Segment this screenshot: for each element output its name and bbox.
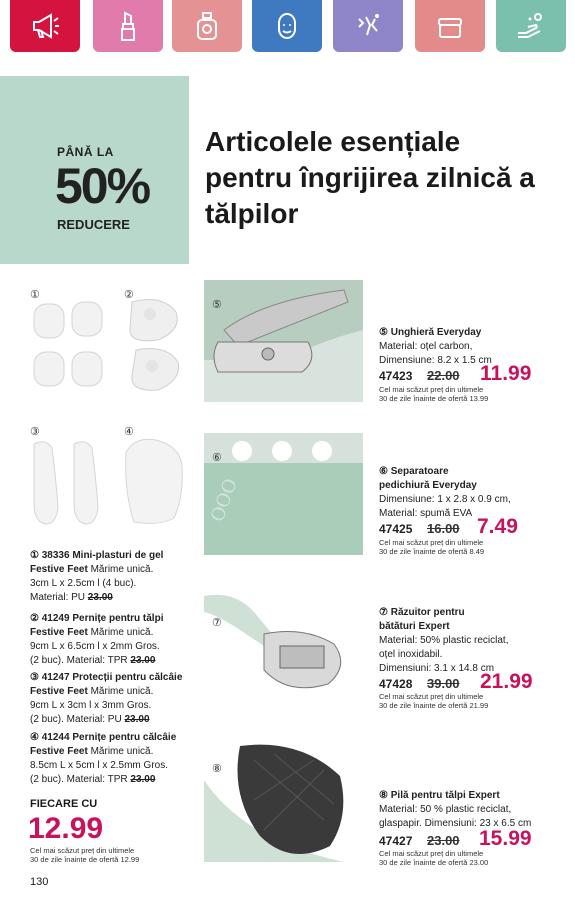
product-4-name: Pernițe pentru călcâie xyxy=(72,732,177,743)
product-3-num: ③ xyxy=(30,672,39,683)
body-care-icon xyxy=(351,9,385,43)
product-4-code: 41244 xyxy=(41,732,70,743)
product-3-code: 41247 xyxy=(41,672,70,683)
product-image-foot-file xyxy=(204,740,363,862)
promo-percent: 50% xyxy=(55,158,150,214)
left-product-1 xyxy=(30,549,200,605)
product-6-note xyxy=(379,538,484,556)
product-4-num: ④ xyxy=(30,732,39,743)
product-7-old-price: 39.00 xyxy=(427,676,460,691)
product-6-title1: ⑥ Separatoare xyxy=(379,466,449,477)
product-1-old-price: 23.00 xyxy=(87,592,113,603)
product-1-num: ① xyxy=(30,550,39,561)
product-image-callus-scraper xyxy=(204,586,363,708)
product-5-title: ⑤ Unghieră Everyday xyxy=(379,327,482,338)
item-number-8: ⑧ xyxy=(212,763,222,775)
tab-body[interactable] xyxy=(333,0,403,52)
product-7-desc2: oțel inoxidabil. xyxy=(379,649,443,660)
product-2-size: Mărime unică. xyxy=(90,627,154,638)
product-2-name: Pernițe pentru tălpi xyxy=(72,613,164,624)
right-product-7 xyxy=(379,606,549,676)
product-2-material: (2 buc). Material: TPR xyxy=(30,655,128,666)
page-number: 130 xyxy=(30,876,49,888)
item-number-4: ④ xyxy=(124,426,134,438)
page-title: Articolele esențiale pentru îngrijirea zilnică a tălpilor xyxy=(205,126,535,229)
tab-fragrance[interactable] xyxy=(172,0,242,52)
product-6-note1: Cel mai scăzut preț din ultimele xyxy=(379,538,484,547)
product-2-brand: Festive Feet xyxy=(30,627,88,638)
product-5-price: 11.99 xyxy=(480,362,532,385)
product-2-old-price: 23.00 xyxy=(130,655,156,666)
product-7-price: 21.99 xyxy=(480,670,533,693)
product-image-gel-plasters xyxy=(26,296,116,400)
product-8-code: 47427 xyxy=(379,834,413,848)
product-image-toe-separator xyxy=(204,433,363,555)
product-image-heel-protectors xyxy=(24,434,110,534)
product-7-title1: ⑦ Răzuitor pentru xyxy=(379,607,465,618)
product-3-name: Protecții pentru călcâie xyxy=(72,672,183,683)
right-product-8 xyxy=(379,789,559,831)
product-4-old-price: 23.00 xyxy=(130,774,156,785)
discount-banner xyxy=(0,76,189,264)
item-number-5: ⑤ xyxy=(212,299,222,311)
product-5-note2: 30 de zile înainte de ofertă 13.99 xyxy=(379,394,489,403)
hand-care-icon xyxy=(514,9,548,43)
product-5-code: 47423 xyxy=(379,369,413,383)
product-5-old-price: 22.00 xyxy=(427,368,460,383)
product-8-title: ⑧ Pilă pentru tălpi Expert xyxy=(379,790,500,801)
product-4-dim: 8.5cm L x 5cm l x 2.5mm Gros. xyxy=(30,760,168,771)
product-1-name: Mini-plasturi de gel xyxy=(72,550,164,561)
product-2-dim: 9cm L x 6.5cm l x 2mm Gros. xyxy=(30,641,160,652)
product-8-desc1: Material: 50 % plastic reciclat, xyxy=(379,804,512,815)
product-6-code: 47425 xyxy=(379,522,413,536)
product-7-desc3: Dimensiuni: 3.1 x 14.8 cm xyxy=(379,663,495,674)
right-product-6 xyxy=(379,465,549,521)
product-1-size: Mărime unică. xyxy=(90,564,154,575)
product-3-material: (2 buc). Material: PU xyxy=(30,714,122,725)
product-1-code: 38336 xyxy=(41,550,70,561)
product-image-heel-pads xyxy=(118,432,190,532)
product-3-dim: 9cm L x 3cm l x 3mm Gros. xyxy=(30,700,152,711)
cream-jar-icon xyxy=(433,9,467,43)
product-8-note2: 30 de zile înainte de ofertă 23.00 xyxy=(379,858,489,867)
product-3-brand: Festive Feet xyxy=(30,686,88,697)
tab-makeup[interactable] xyxy=(93,0,163,52)
product-6-note2: 30 de zile înainte de ofertă 8.49 xyxy=(379,547,485,556)
lipstick-icon xyxy=(111,9,145,43)
svg-text:OOO: OOO xyxy=(206,475,242,525)
product-4-size: Mărime unică. xyxy=(90,746,154,757)
left-product-3 xyxy=(30,671,200,727)
item-number-3: ③ xyxy=(30,426,40,438)
product-8-price: 15.99 xyxy=(479,827,532,850)
item-number-7: ⑦ xyxy=(212,617,222,629)
item-number-1: ① xyxy=(30,289,40,301)
perfume-icon xyxy=(190,9,224,43)
product-7-note1: Cel mai scăzut preț din ultimele xyxy=(379,692,484,701)
megaphone-icon xyxy=(28,9,62,43)
product-6-old-price: 16.00 xyxy=(427,521,460,536)
product-8-note xyxy=(379,849,488,867)
product-7-note xyxy=(379,692,488,710)
product-2-num: ② xyxy=(30,613,39,624)
product-6-desc2: Material: spumă EVA xyxy=(379,508,473,519)
product-8-old-price: 23.00 xyxy=(427,833,460,848)
tab-hands[interactable] xyxy=(496,0,566,52)
product-6-desc1: Dimensiune: 1 x 2.8 x 0.9 cm, xyxy=(379,494,511,505)
product-5-note xyxy=(379,385,488,403)
product-7-title2: bătături Expert xyxy=(379,621,450,632)
left-product-2 xyxy=(30,612,200,668)
each-price-label: FIECARE CU xyxy=(30,798,98,810)
product-7-note2: 30 de zile înainte de ofertă 21.99 xyxy=(379,701,489,710)
product-3-size: Mărime unică. xyxy=(90,686,154,697)
product-7-desc1: Material: 50% plastic reciclat, xyxy=(379,635,509,646)
product-5-desc1: Material: oțel carbon, xyxy=(379,341,473,352)
item-number-6: ⑥ xyxy=(212,452,222,464)
product-5-note1: Cel mai scăzut preț din ultimele xyxy=(379,385,484,394)
product-3-old-price: 23.00 xyxy=(124,714,150,725)
product-4-brand: Festive Feet xyxy=(30,746,88,757)
product-7-code: 47428 xyxy=(379,677,413,691)
tab-promotions[interactable] xyxy=(10,0,80,52)
item-number-2: ② xyxy=(124,289,134,301)
promo-discount-label: REDUCERE xyxy=(57,217,130,232)
product-6-price: 7.49 xyxy=(477,515,518,538)
product-1-brand: Festive Feet xyxy=(30,564,88,575)
each-note-line2: 30 de zile înainte de ofertă 12.99 xyxy=(30,855,140,864)
product-image-foot-pads xyxy=(120,292,186,404)
product-8-desc2: glaspapir. Dimensiuni: 23 x 6.5 cm xyxy=(379,818,532,829)
product-6-title2: pedichiură Everyday xyxy=(379,480,477,491)
product-1-dim: 3cm L x 2.5cm l (4 buc). xyxy=(30,578,137,589)
product-1-material: Material: PU xyxy=(30,592,86,603)
each-price-note xyxy=(30,846,139,864)
product-2-code: 41249 xyxy=(41,613,70,624)
product-5-desc2: Dimensiune: 8.2 x 1.5 cm xyxy=(379,355,492,366)
product-image-nail-clipper xyxy=(204,280,363,402)
left-product-4 xyxy=(30,731,200,787)
face-care-icon xyxy=(270,9,304,43)
promo-upto: PÂNĂ LA xyxy=(57,145,114,159)
tab-men[interactable] xyxy=(252,0,322,52)
each-price: 12.99 xyxy=(28,812,104,845)
tab-skincare[interactable] xyxy=(415,0,485,52)
each-note-line1: Cel mai scăzut preț din ultimele xyxy=(30,846,135,855)
product-8-note1: Cel mai scăzut preț din ultimele xyxy=(379,849,484,858)
product-4-material: (2 buc). Material: TPR xyxy=(30,774,128,785)
